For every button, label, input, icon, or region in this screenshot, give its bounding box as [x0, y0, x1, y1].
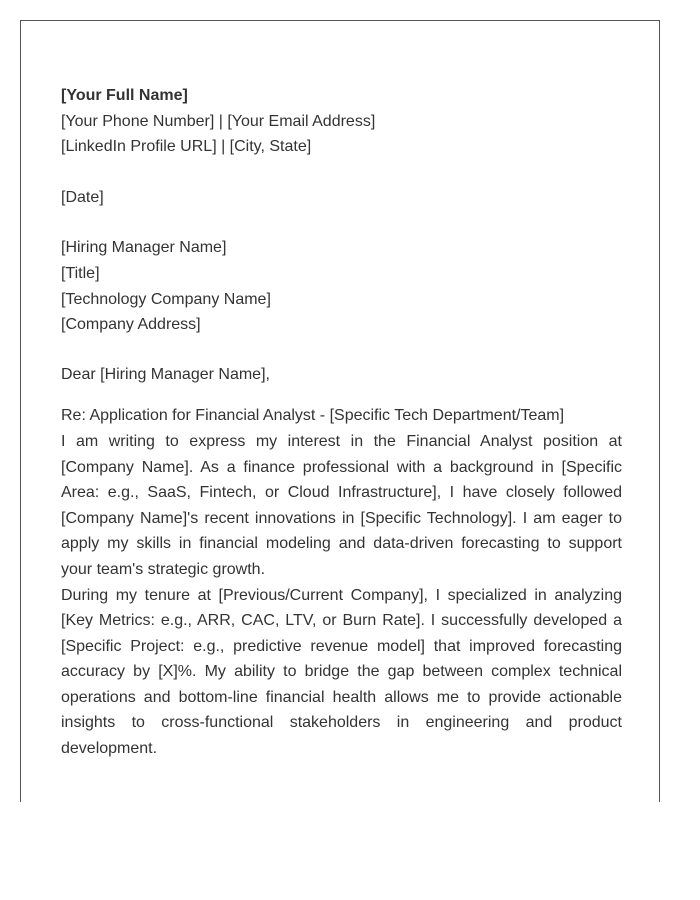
recipient-hiring-manager: [Hiring Manager Name] — [61, 239, 227, 257]
sender-header — [61, 83, 622, 160]
body-paragraph-2: During my tenure at [Previous/Current Company], I specialized in analyzing [Key Metrics: e.g., ARR, CAC, LTV, or Burn Rate]. I successfully developed a [Specific Project: e.g., predictive revenue model] that improved forecasting accuracy by [X]%. My ability to bridge the gap between complex technical operations and bottom-line financial health allows me to provide actionable insights to cross-functional stakeholders in engineering and product development. — [61, 586, 622, 758]
document-page — [20, 20, 660, 802]
body-paragraph-1: I am writing to express my interest in the Financial Analyst position at [Company Name]. As a finance professional with a background in [Specific Area: e.g., SaaS, Fintech, or Cloud Infrastructure], I have closely followed [Company Name]'s recent innovations in [Specific Technology]. I am eager to apply my skills in financial modeling and data-driven forecasting to support your team's strategic growth. — [61, 432, 622, 578]
recipient-company-name: [Technology Company Name] — [61, 290, 271, 308]
subject-line: Re: Application for Financial Analyst - [Specific Tech Department/Team] — [61, 407, 565, 425]
sender-full-name: [Your Full Name] — [61, 87, 188, 104]
sender-contact-line-2: [LinkedIn Profile URL] | [City, State] — [61, 138, 312, 156]
recipient-company-address: [Company Address] — [61, 316, 201, 334]
cover-letter-content — [61, 83, 622, 762]
recipient-block — [61, 235, 622, 337]
letter-date: [Date] — [61, 188, 104, 206]
recipient-title: [Title] — [61, 264, 100, 282]
sender-contact-line-1: [Your Phone Number] | [Your Email Address] — [61, 112, 376, 130]
salutation-block — [61, 362, 622, 388]
subject-block — [61, 403, 622, 429]
date-block — [61, 185, 622, 211]
salutation: Dear [Hiring Manager Name], — [61, 365, 270, 383]
